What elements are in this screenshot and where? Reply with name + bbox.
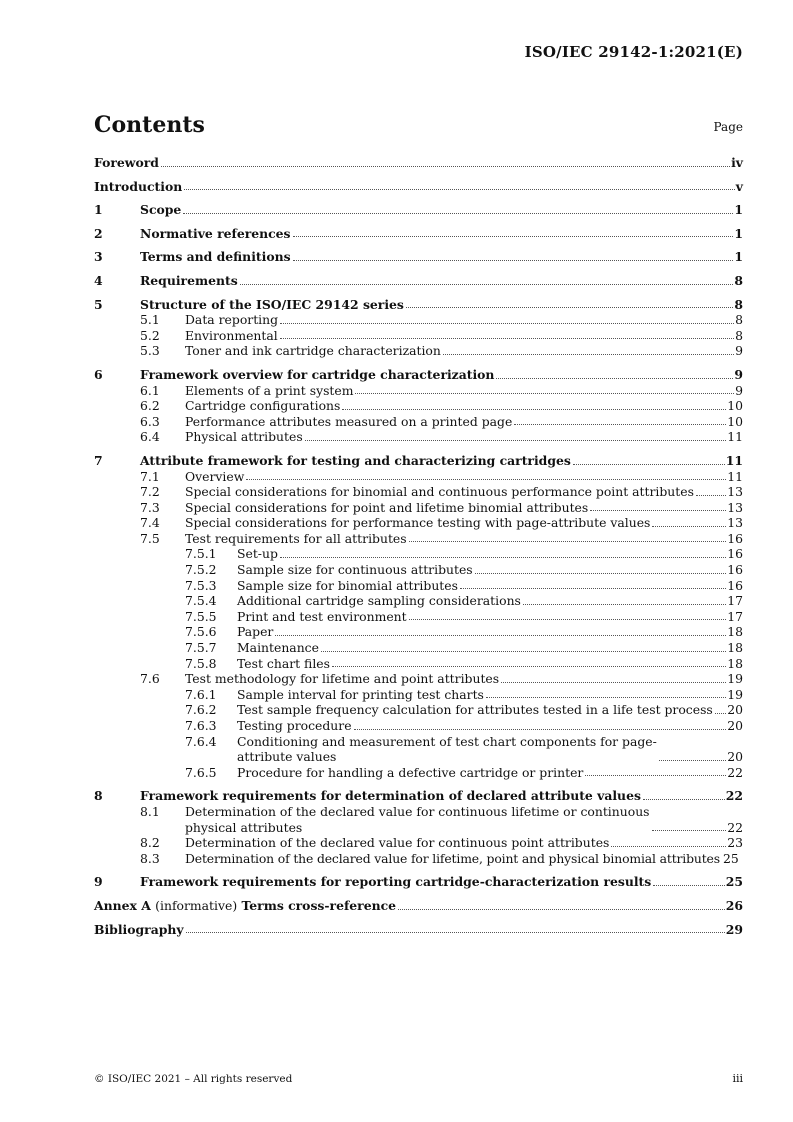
toc-number: 6.3 (140, 413, 160, 429)
toc-number: 5.1 (140, 312, 160, 328)
leader-dots (332, 666, 726, 667)
toc-page: 16 (727, 530, 743, 546)
toc-entry-6-1[interactable] (94, 383, 743, 399)
toc-entry-5[interactable] (94, 297, 743, 313)
toc-title: Structure of the ISO/IEC 29142 series (140, 296, 404, 312)
toc-page: 8 (735, 312, 743, 328)
leader-dots (475, 573, 727, 574)
toc-page: 26 (725, 897, 743, 913)
toc-number: 8 (94, 788, 103, 804)
toc-title: Framework requirements for reporting cartridge-characterization results (140, 874, 652, 890)
toc-page: 8 (735, 327, 743, 343)
leader-dots (486, 697, 726, 698)
toc-title-line-1: Conditioning and measurement of test chart components for page- (237, 733, 657, 749)
leader-dots (275, 635, 726, 636)
toc-entry-6[interactable] (94, 367, 743, 383)
leader-dots (398, 909, 725, 910)
leader-dots (240, 284, 734, 285)
toc-number: 6.1 (140, 382, 160, 398)
toc-title: Elements of a print system (185, 382, 354, 398)
toc-title-block (237, 734, 743, 765)
leader-dots (652, 830, 727, 831)
toc-page: 8 (734, 296, 743, 312)
toc-entry-7-5-2[interactable] (94, 562, 743, 578)
toc-title: Sample size for continuous attributes (237, 562, 473, 578)
toc-page: 22 (727, 764, 743, 780)
leader-dots (354, 729, 727, 730)
toc-number: 6 (94, 366, 103, 382)
leader-dots (611, 846, 726, 847)
toc-entry-5-3[interactable] (94, 343, 743, 359)
page-number: iii (732, 1072, 743, 1085)
toc-title-wrapped (185, 804, 650, 835)
toc-number: 7.5 (140, 530, 160, 546)
toc-title: Overview (185, 468, 245, 484)
toc-entry-6-3[interactable] (94, 414, 743, 430)
toc-page: 23 (727, 835, 743, 851)
toc-number: 8.3 (140, 850, 160, 866)
toc-page: 18 (727, 640, 743, 656)
toc-title: Additional cartridge sampling considerations (237, 593, 521, 609)
toc-number: 7.6.4 (185, 733, 217, 749)
toc-number: 7.5.5 (185, 608, 217, 624)
toc-entry-annex-a[interactable] (94, 898, 743, 914)
toc-number: 4 (94, 272, 103, 288)
toc-entry-4[interactable] (94, 273, 743, 289)
toc-page: 13 (727, 515, 743, 531)
toc-title-line-2: attribute values (237, 749, 337, 765)
toc-page: 19 (727, 671, 743, 687)
leader-dots (659, 760, 726, 761)
toc-page: iv (731, 155, 743, 170)
annex-title: Terms cross-reference (241, 897, 397, 913)
toc-page: 1 (734, 225, 743, 241)
table-of-contents (94, 155, 743, 937)
leader-dots (280, 557, 726, 558)
leader-dots (715, 713, 726, 714)
toc-page: 11 (727, 429, 743, 445)
toc-number: 3 (94, 249, 103, 265)
toc-entry-7-5-1[interactable] (94, 546, 743, 562)
toc-entry-foreword[interactable] (94, 155, 743, 171)
toc-entry-7-6-2[interactable] (94, 702, 743, 718)
leader-dots (653, 885, 725, 886)
toc-number: 7.6.2 (185, 702, 217, 718)
toc-entry-2[interactable] (94, 226, 743, 242)
toc-page: v (735, 178, 743, 194)
toc-entry-7[interactable] (94, 453, 743, 469)
toc-number: 2 (94, 225, 103, 241)
toc-page: 18 (727, 624, 743, 640)
toc-number: 5.2 (140, 327, 160, 343)
toc-page: 16 (727, 546, 743, 562)
toc-title-annex (94, 898, 396, 914)
leader-dots (293, 260, 734, 261)
toc-page: 18 (727, 655, 743, 671)
toc-title: Print and test environment (237, 608, 407, 624)
toc-title: Special considerations for binomial and continuous performance point attributes (185, 484, 694, 500)
leader-dots (496, 378, 733, 379)
document-id: ISO/IEC 29142-1:2021(E) (524, 43, 743, 61)
toc-title: Determination of the declared value for lifetime, point and physical binomial attributes (185, 850, 720, 866)
toc-title: Scope (140, 202, 182, 218)
leader-dots (280, 338, 734, 339)
toc-number: 8.1 (140, 803, 160, 819)
toc-title: Test methodology for lifetime and point attributes (185, 671, 500, 687)
leader-dots (443, 354, 734, 355)
toc-page: 10 (727, 413, 743, 429)
toc-entry-7-6-1[interactable] (94, 687, 743, 703)
toc-entry-7-2[interactable] (94, 484, 743, 500)
toc-number: 8.2 (140, 835, 160, 851)
toc-page: 22 (727, 819, 743, 835)
toc-entry-7-1[interactable] (94, 469, 743, 485)
toc-page: 16 (727, 562, 743, 578)
leader-dots (186, 932, 725, 933)
leader-dots (590, 510, 726, 511)
toc-title: Cartridge configurations (185, 398, 341, 414)
toc-title: Determination of the declared value for continuous point attributes (185, 835, 610, 851)
leader-dots (501, 682, 726, 683)
toc-title: Physical attributes (185, 429, 303, 445)
toc-title: Testing procedure (237, 718, 352, 733)
toc-number: 7.6.3 (185, 718, 217, 733)
toc-page: 9 (735, 382, 743, 398)
leader-dots (183, 213, 733, 214)
toc-entry-7-6-3[interactable] (94, 718, 743, 734)
toc-title: Paper (237, 624, 274, 640)
toc-entry-7-5-6[interactable] (94, 624, 743, 640)
leader-dots (246, 479, 726, 480)
toc-title: Test requirements for all attributes (185, 530, 407, 546)
toc-title: Test sample frequency calculation for attributes tested in a life test process (237, 702, 713, 718)
toc-entry-8[interactable] (94, 788, 743, 804)
toc-entry-3[interactable] (94, 249, 743, 265)
toc-page: 20 (727, 718, 743, 733)
toc-entry-7-5-5[interactable] (94, 609, 743, 625)
toc-entry-7-5[interactable] (94, 531, 743, 547)
toc-number: 7.5.6 (185, 624, 217, 640)
toc-number: 7.3 (140, 499, 160, 515)
toc-number: 7.4 (140, 515, 160, 531)
toc-number: 7.1 (140, 468, 160, 484)
toc-title: Special considerations for performance testing with page-attribute values (185, 515, 651, 531)
toc-page: 1 (734, 202, 743, 218)
toc-title-line-2: physical attributes (185, 819, 303, 835)
toc-title: Set-up (237, 546, 278, 562)
toc-entry-9[interactable] (94, 874, 743, 890)
toc-number: 7.5.1 (185, 546, 217, 562)
leader-dots (409, 541, 727, 542)
toc-number: 7.6.1 (185, 686, 217, 702)
toc-number: 9 (94, 874, 103, 890)
toc-title: Sample interval for printing test charts (237, 686, 484, 702)
toc-entry-7-3[interactable] (94, 500, 743, 516)
toc-title: Maintenance (237, 640, 319, 656)
toc-entry-introduction[interactable] (94, 179, 743, 195)
copyright-notice: © ISO/IEC 2021 – All rights reserved (94, 1073, 293, 1085)
toc-page: 19 (727, 686, 743, 702)
annex-label: Annex A (94, 897, 151, 913)
toc-number: 7.2 (140, 484, 160, 500)
leader-dots (696, 495, 726, 496)
toc-number: 7.5.3 (185, 577, 217, 593)
leader-dots (573, 464, 725, 465)
toc-number: 7 (94, 452, 103, 468)
leader-dots (460, 588, 726, 589)
toc-entry-5-1[interactable] (94, 312, 743, 328)
toc-title: Performance attributes measured on a printed page (185, 413, 513, 429)
contents-title: Contents (94, 112, 205, 138)
toc-number: 7.5.4 (185, 593, 217, 609)
toc-number: 1 (94, 202, 103, 218)
toc-page: 10 (727, 398, 743, 414)
toc-page: 17 (727, 608, 743, 624)
leader-dots (161, 166, 730, 167)
toc-title: Introduction (94, 178, 183, 194)
toc-entry-8-2[interactable] (94, 835, 743, 851)
toc-title: Terms and definitions (140, 249, 291, 265)
toc-number: 6.4 (140, 429, 160, 445)
leader-dots (523, 604, 726, 605)
leader-dots (652, 526, 726, 527)
toc-page: 13 (727, 499, 743, 515)
toc-title: Attribute framework for testing and characterizing cartridges (140, 452, 571, 468)
toc-entry-5-2[interactable] (94, 328, 743, 344)
toc-entry-7-6-5[interactable] (94, 765, 743, 781)
toc-page: 11 (727, 468, 743, 484)
toc-entry-7-5-8[interactable] (94, 656, 743, 672)
toc-number: 7.5.2 (185, 562, 217, 578)
leader-dots (643, 799, 725, 800)
leader-dots (342, 409, 726, 410)
toc-entry-8-1[interactable] (94, 804, 743, 835)
leader-dots (406, 307, 733, 308)
leader-dots (355, 393, 734, 394)
toc-entry-7-6[interactable] (94, 671, 743, 687)
toc-number: 6.2 (140, 398, 160, 414)
toc-number: 7.5.7 (185, 640, 217, 656)
toc-entry-6-4[interactable] (94, 429, 743, 445)
toc-page: 1 (734, 249, 743, 265)
toc-entry-7-5-3[interactable] (94, 578, 743, 594)
page-column-label: Page (713, 120, 743, 134)
toc-entry-6-2[interactable] (94, 398, 743, 414)
toc-page: 29 (725, 921, 743, 937)
toc-entry-7-5-7[interactable] (94, 640, 743, 656)
toc-number: 5.3 (140, 343, 160, 359)
toc-page: 11 (725, 452, 743, 468)
toc-entry-bibliography[interactable] (94, 922, 743, 938)
toc-entry-8-3[interactable] (94, 851, 743, 867)
toc-title-block (185, 804, 743, 835)
toc-page: 9 (735, 343, 743, 359)
toc-number: 7.6.5 (185, 764, 217, 780)
toc-entry-7-6-4[interactable] (94, 734, 743, 765)
toc-title: Framework requirements for determination of declared attribute values (140, 788, 641, 804)
toc-entry-1[interactable] (94, 202, 743, 218)
toc-number: 5 (94, 296, 103, 312)
toc-page: 25 (722, 850, 739, 866)
leader-dots (585, 775, 726, 776)
leader-dots (321, 651, 726, 652)
toc-title: Environmental (185, 327, 278, 343)
toc-page: 17 (727, 593, 743, 609)
toc-entry-7-4[interactable] (94, 515, 743, 531)
toc-page: 9 (734, 366, 743, 382)
leader-dots (280, 323, 734, 324)
toc-title-wrapped (237, 734, 657, 765)
leader-dots (184, 189, 735, 190)
toc-title: Sample size for binomial attributes (237, 577, 458, 593)
toc-number: 7.5.8 (185, 655, 217, 671)
leader-dots (409, 619, 727, 620)
toc-number: 7.6 (140, 671, 160, 687)
toc-page: 20 (727, 749, 743, 765)
toc-title: Foreword (94, 155, 159, 170)
toc-title: Framework overview for cartridge characterization (140, 366, 495, 382)
toc-title-line-1: Determination of the declared value for continuous lifetime or continuous (185, 803, 650, 819)
toc-page: 8 (734, 272, 743, 288)
toc-title: Special considerations for point and lifetime binomial attributes (185, 499, 589, 515)
toc-title: Requirements (140, 272, 238, 288)
toc-title: Toner and ink cartridge characterization (185, 343, 441, 359)
toc-page: 22 (725, 788, 743, 804)
toc-page: 13 (727, 484, 743, 500)
leader-dots (305, 440, 727, 441)
toc-title: Test chart files (237, 655, 330, 671)
toc-title: Procedure for handling a defective cartridge or printer (237, 764, 584, 780)
annex-type: (informative) (155, 897, 238, 913)
toc-entry-7-5-4[interactable] (94, 593, 743, 609)
toc-title: Bibliography (94, 921, 184, 937)
toc-title: Normative references (140, 225, 291, 241)
toc-page: 16 (727, 577, 743, 593)
toc-page: 20 (727, 702, 743, 718)
leader-dots (293, 236, 734, 237)
toc-title: Data reporting (185, 312, 279, 328)
toc-page: 25 (725, 874, 743, 890)
leader-dots (514, 424, 726, 425)
